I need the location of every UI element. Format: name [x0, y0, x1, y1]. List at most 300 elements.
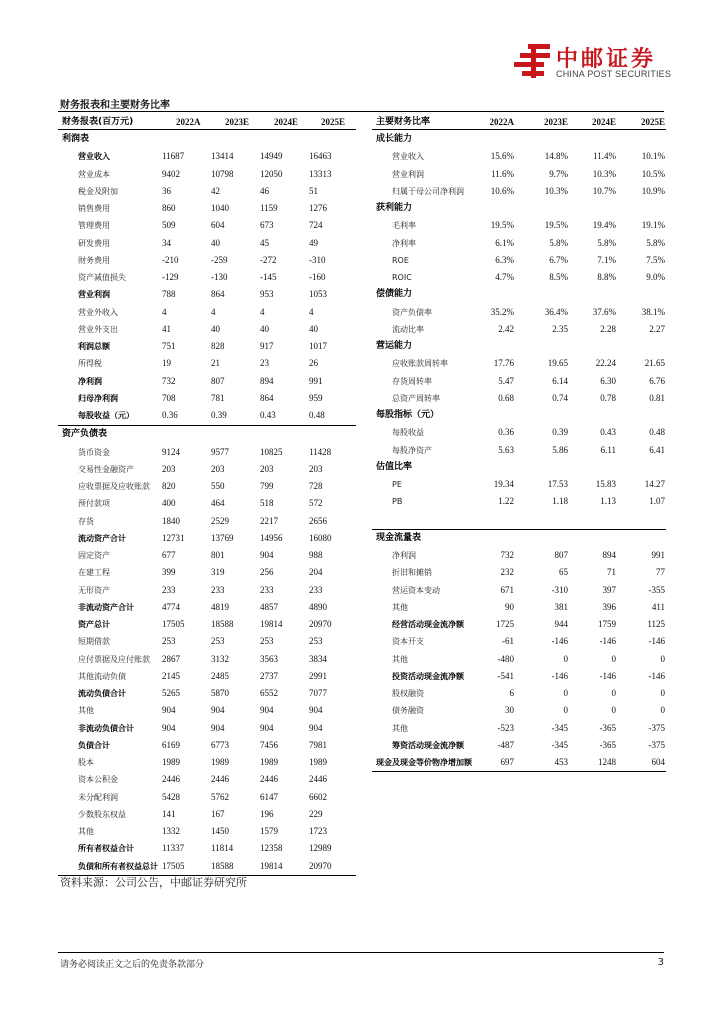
year-header: 2022A — [489, 117, 514, 127]
cell-value: 724 — [309, 220, 323, 231]
cell-value: 677 — [162, 550, 176, 560]
row-label: 其他 — [78, 827, 94, 836]
table-row — [58, 355, 356, 372]
row-label: 其他 — [392, 654, 408, 664]
cell-value: 90 — [505, 601, 514, 612]
cell-value: 6773 — [211, 739, 229, 750]
cell-value: -272 — [260, 254, 277, 265]
cell-value: 2.42 — [498, 323, 514, 334]
cell-value: 5428 — [162, 791, 180, 802]
cell-value: 11814 — [211, 843, 234, 854]
row-label: 资产减值损失 — [78, 273, 126, 282]
cell-value: 0.39 — [552, 427, 568, 438]
table-row — [372, 633, 666, 650]
cell-value: 233 — [162, 584, 176, 595]
row-label: 每股收益（元） — [78, 411, 134, 420]
table-row — [372, 148, 666, 165]
cell-value: 953 — [260, 289, 274, 300]
cell-value: 21 — [211, 358, 220, 369]
table-row — [372, 476, 666, 493]
cell-value: 253 — [162, 636, 176, 647]
section-label: 获利能力 — [376, 203, 413, 213]
cell-value: 10.1% — [641, 151, 665, 162]
cell-value: 15.6% — [490, 151, 514, 162]
cell-value: 65 — [559, 567, 568, 578]
year-header: 2024E — [591, 117, 616, 127]
row-label: 所得税 — [78, 359, 102, 369]
cell-value: 5.8% — [549, 237, 568, 248]
table-row — [58, 269, 356, 286]
cell-value: 19.34 — [493, 479, 514, 489]
row-label: 归母净利润 — [78, 393, 118, 403]
cell-value: 1759 — [598, 619, 616, 629]
cell-value: 229 — [309, 808, 323, 819]
cell-value: 0 — [660, 705, 665, 716]
cell-value: 1989 — [309, 757, 327, 767]
table-row — [58, 461, 356, 478]
cell-value: -146 — [551, 636, 568, 647]
cell-value: 917 — [260, 341, 274, 351]
cell-value: 732 — [500, 550, 514, 560]
cell-value: -310 — [551, 584, 568, 595]
table-row — [58, 390, 356, 407]
row-label: 现金及现金等价物净增加额 — [376, 758, 472, 767]
cell-value: 9.0% — [646, 272, 665, 282]
cell-value: 4 — [211, 306, 216, 317]
table-row — [58, 737, 356, 754]
table-row — [58, 338, 356, 355]
cell-value: -365 — [599, 739, 616, 750]
cell-value: 2.27 — [649, 323, 665, 334]
cell-value: 16080 — [309, 532, 332, 543]
cell-value: 203 — [211, 463, 225, 474]
cell-value: 904 — [211, 705, 225, 716]
cell-value: 19814 — [260, 619, 283, 629]
cell-value: 14956 — [260, 532, 283, 543]
cell-value: 2446 — [309, 774, 327, 785]
table-row — [58, 823, 356, 840]
china-post-logo-icon — [514, 42, 552, 80]
cell-value: 2991 — [309, 670, 327, 681]
cell-value: 10.9% — [641, 185, 665, 196]
cell-value: 2485 — [211, 670, 229, 681]
section-header-row — [372, 200, 666, 217]
row-label: 税金及附加 — [78, 186, 118, 196]
cell-value: 7456 — [260, 739, 278, 750]
table-row — [372, 754, 666, 771]
cell-value: 0.39 — [211, 410, 227, 420]
cell-value: 991 — [651, 550, 665, 560]
cell-value: 11.4% — [593, 151, 616, 162]
cell-value: 253 — [260, 636, 274, 647]
cell-value: 10.6% — [490, 185, 514, 196]
cell-value: 799 — [260, 481, 274, 491]
table-row — [58, 321, 356, 338]
cell-value: 4890 — [309, 601, 327, 612]
cell-value: 12989 — [309, 843, 332, 854]
cell-value: 1725 — [496, 619, 514, 629]
cell-value: 8.8% — [597, 272, 616, 282]
cell-value: 732 — [162, 375, 176, 386]
row-label: 资本开支 — [392, 637, 424, 647]
cell-value: -145 — [260, 272, 277, 282]
table-row — [58, 148, 356, 165]
cell-value: 0 — [563, 653, 568, 664]
cell-value: 604 — [211, 220, 225, 231]
row-label: 流动资产合计 — [78, 533, 126, 543]
year-header: 2022A — [176, 117, 201, 127]
table-row — [372, 685, 666, 702]
cell-value: 397 — [602, 584, 616, 595]
section-header-row — [372, 407, 666, 424]
table-row — [372, 651, 666, 668]
row-label: 应收票据及应收账款 — [78, 482, 150, 491]
cell-value: -310 — [309, 254, 326, 265]
row-label: 非流动资产合计 — [78, 602, 134, 612]
cell-value: 19.1% — [641, 220, 665, 231]
cell-value: 203 — [260, 463, 274, 474]
cell-value: 35.2% — [490, 306, 514, 317]
cell-value: 1.13 — [600, 496, 616, 507]
cell-value: 1040 — [211, 203, 229, 213]
cell-value: 904 — [309, 705, 323, 716]
cell-value: 1989 — [162, 757, 180, 767]
cell-value: 944 — [554, 619, 568, 629]
row-label: 净利润 — [392, 551, 416, 560]
row-label: 归属于母公司净利润 — [392, 186, 464, 196]
cell-value: 0 — [563, 688, 568, 698]
cell-value: 204 — [309, 567, 323, 578]
cell-value: -375 — [648, 722, 665, 733]
table-row — [372, 582, 666, 599]
cell-value: 396 — [602, 601, 616, 612]
header-divider — [372, 129, 666, 130]
cell-value: 26 — [309, 358, 318, 369]
row-label: 销售费用 — [78, 204, 110, 213]
row-label: 折旧和摊销 — [392, 568, 432, 578]
row-label: 净利润 — [78, 376, 102, 386]
cell-value: 3563 — [260, 653, 278, 664]
cell-value: 10825 — [260, 446, 283, 457]
section-header-row — [372, 131, 666, 148]
cell-value: 1.22 — [498, 496, 514, 507]
cell-value: 196 — [260, 808, 274, 819]
cell-value: 6.14 — [552, 375, 568, 386]
table-row — [372, 373, 666, 390]
cell-value: 77 — [656, 567, 665, 578]
table-row — [58, 806, 356, 823]
table-row — [58, 685, 356, 702]
cell-value: 0.48 — [649, 427, 665, 438]
table-row — [58, 668, 356, 685]
cell-value: 550 — [211, 481, 225, 491]
cell-value: 6.7% — [549, 254, 568, 265]
cell-value: 203 — [309, 463, 323, 474]
table-row — [58, 286, 356, 303]
cell-value: 959 — [309, 392, 323, 403]
cell-value: 5.47 — [498, 375, 514, 386]
cell-value: 6147 — [260, 791, 278, 802]
cell-value: -130 — [211, 272, 228, 282]
table-row — [372, 252, 666, 269]
table-row — [58, 373, 356, 390]
cell-value: 0.78 — [600, 392, 616, 403]
row-label: 营业利润 — [78, 290, 110, 300]
row-label: 资产负债率 — [392, 307, 432, 317]
cell-value: 2529 — [211, 515, 229, 526]
cell-value: -146 — [648, 636, 665, 647]
cell-value: 807 — [211, 375, 225, 386]
table-row — [58, 754, 356, 771]
cell-value: 904 — [309, 722, 323, 733]
cell-value: 828 — [211, 341, 225, 351]
cell-value: 11428 — [309, 446, 332, 457]
cell-value: 904 — [162, 705, 176, 716]
cell-value: 10798 — [211, 168, 234, 179]
cell-value: 256 — [260, 567, 274, 578]
section-label: 利润表 — [62, 134, 90, 144]
table-row — [58, 651, 356, 668]
section-label: 成长能力 — [376, 134, 413, 144]
row-label: 总资产周转率 — [392, 393, 440, 403]
row-label: 存货周转率 — [392, 376, 432, 386]
row-label: 负债合计 — [78, 740, 110, 750]
row-label: 其他 — [392, 723, 408, 733]
cell-value: 12050 — [260, 168, 283, 179]
logo-english-name: CHINA POST SECURITIES — [556, 69, 672, 79]
cell-value: 49 — [309, 237, 318, 248]
table-row — [58, 478, 356, 495]
row-label: 经营活动现金流净额 — [392, 620, 464, 629]
row-label: 筹资活动现金流净额 — [392, 740, 464, 750]
cell-value: 2.35 — [552, 323, 568, 334]
cell-value: 807 — [554, 550, 568, 560]
cell-value: 0.81 — [649, 392, 665, 403]
cell-value: 904 — [211, 722, 225, 733]
table-row — [58, 200, 356, 217]
cell-value: 19.65 — [547, 358, 568, 369]
row-label: PB — [392, 497, 403, 507]
cell-value: 5265 — [162, 688, 180, 698]
table-row — [58, 183, 356, 200]
row-label: 营业利润 — [392, 169, 424, 179]
table-row — [372, 547, 666, 564]
cell-value: 6552 — [260, 688, 278, 698]
cell-value: 141 — [162, 808, 176, 819]
cell-value: 233 — [260, 584, 274, 595]
cell-value: 464 — [211, 498, 225, 509]
cell-value: 21.65 — [644, 358, 665, 369]
cell-value: 10.3% — [592, 168, 616, 179]
row-label: 营业外收入 — [78, 307, 118, 317]
cell-value: 708 — [162, 392, 176, 403]
section-header-row — [372, 286, 666, 303]
table-row — [58, 771, 356, 788]
table-row — [58, 547, 356, 564]
cell-value: 319 — [211, 567, 225, 578]
section-label: 估值比率 — [376, 461, 413, 472]
cell-value: 6.76 — [649, 375, 665, 386]
cell-value: 14949 — [260, 151, 283, 162]
section-label: 营运能力 — [376, 341, 413, 351]
row-label: 利润总额 — [78, 342, 110, 351]
section-label: 资产负债表 — [62, 429, 108, 440]
cell-value: 0 — [660, 688, 665, 698]
cell-value: 19.4% — [592, 220, 616, 231]
table-row — [372, 424, 666, 441]
row-label: 存货 — [78, 516, 94, 526]
cell-value: 604 — [651, 757, 665, 767]
cell-value: -523 — [497, 722, 514, 733]
cell-value: 37.6% — [592, 306, 616, 317]
table-row — [372, 217, 666, 234]
cell-value: -146 — [551, 670, 568, 681]
cell-value: 20970 — [309, 619, 332, 629]
row-label: ROE — [392, 255, 409, 265]
cell-value: 19 — [162, 358, 171, 369]
cell-value: 233 — [211, 584, 225, 595]
cell-value: 411 — [651, 601, 665, 612]
table-row — [372, 737, 666, 754]
cell-value: -146 — [648, 670, 665, 681]
table-row — [372, 493, 666, 510]
row-label: 营业外支出 — [78, 324, 118, 334]
row-label: 短期借款 — [78, 637, 110, 647]
cell-value: 7.5% — [646, 254, 665, 265]
table-row — [58, 858, 356, 875]
cell-value: 0.36 — [162, 410, 178, 420]
row-label: 应付票据及应付账款 — [78, 654, 150, 664]
cell-value: 51 — [309, 185, 318, 196]
table-row — [372, 564, 666, 581]
cell-value: 788 — [162, 289, 176, 300]
cell-value: -129 — [162, 272, 179, 282]
cell-value: 42 — [211, 185, 220, 196]
cell-value: 5.8% — [646, 237, 665, 248]
row-label: 流动比率 — [392, 324, 424, 334]
cell-value: 17.53 — [547, 479, 568, 489]
cell-value: 2446 — [260, 774, 278, 785]
table-row — [372, 235, 666, 252]
cell-value: 40 — [309, 323, 318, 334]
cell-value: 253 — [309, 636, 323, 647]
cell-value: -345 — [551, 739, 568, 750]
cell-value: 2446 — [211, 774, 229, 785]
cell-value: 10.5% — [641, 168, 665, 179]
cell-value: 1248 — [598, 757, 616, 767]
row-label: 每股收益 — [392, 428, 424, 438]
table-row — [58, 513, 356, 530]
cell-value: 40 — [211, 323, 220, 334]
cell-value: 751 — [162, 341, 176, 351]
row-label: 投资活动现金流净额 — [392, 671, 464, 681]
row-label: 少数股东权益 — [78, 809, 126, 819]
cell-value: 38.1% — [641, 306, 665, 317]
cell-value: 1450 — [211, 826, 229, 836]
cell-value: 19814 — [260, 860, 283, 871]
cell-value: 1.18 — [552, 496, 568, 507]
cell-value: 894 — [260, 375, 274, 386]
footer-disclaimer: 请务必阅读正文之后的免责条款部分 — [60, 960, 205, 970]
cell-value: 40 — [211, 237, 220, 248]
cell-value: 13769 — [211, 532, 234, 543]
row-label: 无形资产 — [78, 585, 110, 595]
cell-value: 13414 — [211, 151, 234, 162]
cell-value: 36.4% — [544, 306, 568, 317]
row-label: 流动负债合计 — [78, 689, 126, 698]
cell-value: 5.86 — [552, 444, 568, 455]
cell-value: 30 — [505, 705, 514, 716]
cell-value: 12358 — [260, 843, 283, 854]
cell-value: -146 — [599, 636, 616, 647]
company-logo — [514, 40, 674, 86]
year-header: 2025E — [640, 117, 665, 127]
cell-value: 40 — [260, 323, 269, 334]
row-label: 营运资本变动 — [392, 585, 440, 595]
row-label: 其他 — [392, 602, 408, 612]
cell-value: 2.28 — [600, 323, 616, 334]
cell-value: 36 — [162, 185, 171, 196]
section-header-row — [372, 459, 666, 476]
cell-value: 6.41 — [649, 444, 665, 455]
cell-value: 904 — [260, 722, 274, 733]
cell-value: -146 — [599, 670, 616, 681]
cell-value: 2145 — [162, 670, 180, 681]
cell-value: 0.74 — [552, 392, 568, 403]
cell-value: 233 — [309, 584, 323, 595]
cell-value: 3132 — [211, 653, 229, 664]
section-header-row — [372, 338, 666, 355]
cell-value: 399 — [162, 567, 176, 578]
cell-value: 167 — [211, 808, 225, 819]
table-row — [58, 840, 356, 857]
cell-value: 864 — [211, 289, 225, 300]
cell-value: 673 — [260, 220, 274, 231]
cell-value: 860 — [162, 203, 176, 213]
table-row — [372, 269, 666, 286]
cell-value: -375 — [648, 739, 665, 750]
cell-value: 5762 — [211, 791, 229, 802]
table-row — [372, 702, 666, 719]
cell-value: 45 — [260, 237, 269, 248]
cell-value: -541 — [497, 670, 514, 681]
cell-value: 6.1% — [495, 237, 514, 248]
page-number: 3 — [657, 957, 664, 968]
cell-value: 381 — [554, 601, 568, 612]
cell-value: 1840 — [162, 515, 180, 526]
row-label: 货币资金 — [78, 447, 110, 457]
cell-value: 7981 — [309, 739, 327, 750]
table-row — [58, 495, 356, 512]
table-row — [58, 582, 356, 599]
cell-value: -487 — [497, 739, 514, 750]
cell-value: 14.8% — [544, 151, 568, 162]
cell-value: 1332 — [162, 826, 180, 836]
cell-value: 1276 — [309, 203, 327, 213]
table-row — [58, 599, 356, 616]
cell-value: 4 — [309, 306, 314, 317]
cell-value: 9.7% — [549, 168, 568, 179]
cell-value: 10.3% — [544, 185, 568, 196]
title-divider — [58, 111, 664, 112]
cell-value: 9577 — [211, 446, 229, 457]
cell-value: 6 — [509, 688, 514, 698]
cell-value: 0 — [660, 653, 665, 664]
cell-value: 801 — [211, 550, 225, 560]
table-row — [58, 702, 356, 719]
cell-value: 894 — [602, 550, 616, 560]
cell-value: 5.63 — [498, 444, 514, 455]
